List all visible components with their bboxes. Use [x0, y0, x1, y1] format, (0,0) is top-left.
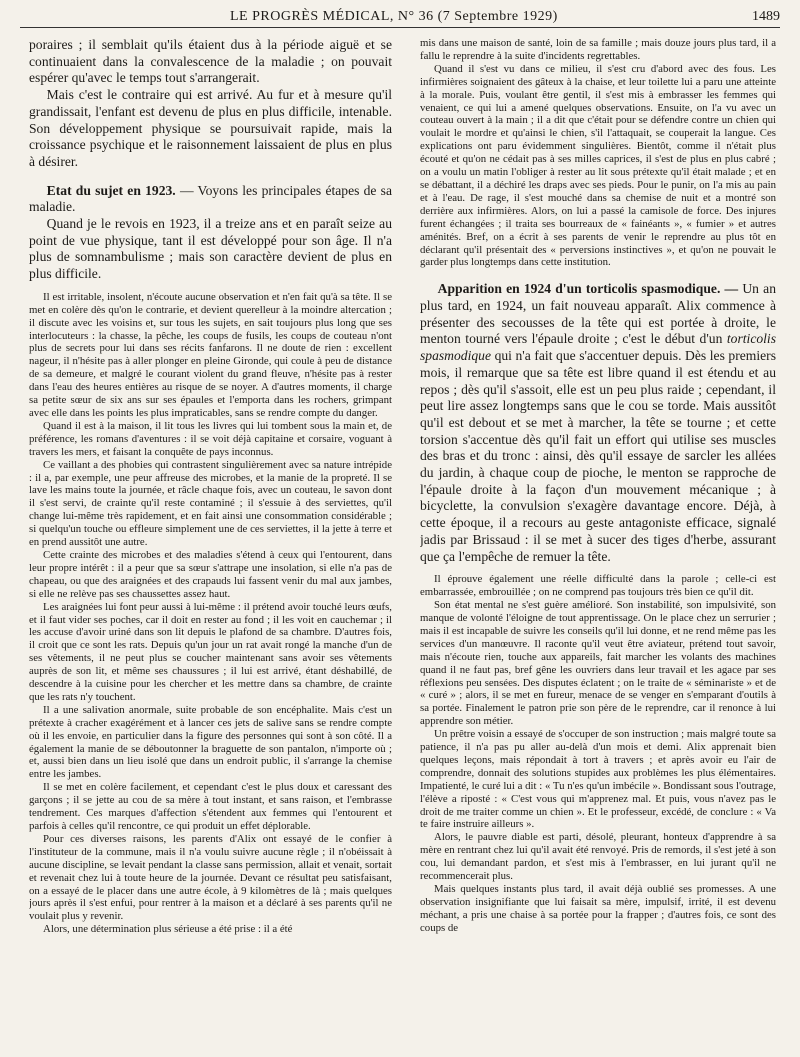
- paragraph: Ce vaillant a des phobies qui contrastent singulièrement avec sa nature intrépide : il a, par exemple, une peur affreuse des microbes, et la manie de la propreté. Il se lave les mains toute la journée, et râcle chaque fois, avec un couteau, le savon dont il s'est servi, de crainte qu'il reste contaminé ; il s'essuie à des serviettes, qu'il change lui-même très rapidement, et en fait ainsi une consommation considérable ; si quelqu'un touche ou effleure simplement une de ces serviettes, il la jette à terre et en prend aussitôt une autre.: [29, 458, 392, 549]
- paragraph: Il éprouve également une réelle difficulté dans la parole ; celle-ci est embarrassée, embrouillée ; on ne comprend pas toujours très bien ce qu'il dit.: [420, 573, 776, 599]
- paragraph: mis dans une maison de santé, loin de sa famille ; mais douze jours plus tard, il a fallu le reprendre à la suite d'incidents regrettables.: [420, 37, 776, 62]
- paragraph: Un prêtre voisin a essayé de s'occuper de son instruction ; mais malgré toute sa patience, il n'a pas pu aller au-delà d'un mois et demi. Alix apprenait bien quelques leçons, mais répondait à tort à travers ; et après avoir eu l'air de comprendre, donnait des solutions stupides aux problèmes les plus élémentaires. Impatienté, le curé lui a dit : « Tu n'es qu'un imbécile ». Bondissant sous l'outrage, l'élève a riposté : « C'est vous qui m'apprenez mal. Et puis, vous n'avez pas le droit de me traiter comme un chien ». Et le professeur, excédé, de conclure : « Va te faire instruire ailleurs ».: [420, 728, 776, 831]
- page-header: [20, 7, 780, 29]
- left-column: [29, 37, 392, 1051]
- spacer: [420, 565, 776, 573]
- paragraph-text: Un an plus tard, en 1924, un fait nouveau apparaît. Alix commence à présenter des secousses de la tête qui est portée à droite, le menton tourné vers l'épaule droite ; c'est le début d'un: [420, 281, 776, 347]
- section-heading-torticolis: [420, 281, 776, 565]
- paragraph: Il se met en colère facilement, et cependant c'est le plus doux et caressant des garçons ; il se jette au cou de sa mère à tout instant, et sans raison, et l'embrasse tendrement. Ces marques d'affection s'étendent aux femmes qui l'entourent et parfois à celles qu'il rencontre, ce qui produit un effet déplorable.: [29, 781, 392, 832]
- spacer: [420, 269, 776, 281]
- spacer: [29, 171, 392, 183]
- heading-bold: Apparition en 1924 d'un torticolis spasmodique. —: [437, 281, 739, 297]
- paragraph: Il a une salivation anormale, suite probable de son encéphalite. Mais c'est un prétexte à cracher exagérément et à lancer ces jets de salive sans se rendre compte où il les envoie, en particulier dans la figure des personnes qui sont à son côté. Il a également la manie de se déboutonner la braguette de son pantalon, n'importe où ; et, aussi bien dans un lieu isolé que dans un endroit public, il s'arrange la chemise entre les jambes.: [29, 703, 392, 781]
- section-heading-etat: [29, 183, 392, 216]
- paragraph: Quand il est à la maison, il lit tous les livres qui lui tombent sous la main et, de préférence, les romans d'aventures : il se voit déjà capitaine et corsaire, voguant à travers les mers, et faisant la conquête de pays inconnus.: [29, 419, 392, 458]
- running-title: LE PROGRÈS MÉDICAL, N° 36 (7 Septembre 1929): [230, 9, 558, 24]
- paragraph: Son état mental ne s'est guère amélioré. Son instabilité, son impulsivité, son manque de volonté l'éloigne de tout apprentissage. On le place chez un serrurier ; mais il est incapable de suivre les conseils qu'il lui donne, et ne rend même pas les services d'un manœuvre. Il raconte qu'il veut être aviateur, prétend tout savoir, mais n'écoute rien, touche aux appareils, fait marcher les volants des machines quand il ne faut pas, bref gêne les ouvriers dans leur travail et les agace par ses réflexions peu sensées. Des disputes éclatent ; on le traite de « séminariste » et de « curé » ; alors, il se met en fureur, menace de se venger en s'emparant d'outils à sa portée. Finalement le patron prie son père de le reprendre, car il renonce à lui apprendre son métier.: [420, 599, 776, 728]
- paragraph: poraires ; il semblait qu'ils étaient dus à la période aiguë et se continuaient dans la convalescence de la maladie ; on pouvait espérer qu'avec le temps tout s'arrangerait.: [29, 37, 392, 86]
- paragraph: Les araignées lui font peur aussi à lui-même : il prétend avoir touché leurs œufs, et il faut vider ses poches, car il doit en rester au fond ; il les voit en cauchemar ; il les accuse d'avoir uriné dans son lit depuis le plafond de sa chambre. D'autres fois, il croit que ce sont les rats. Depuis qu'un jour un rat avait rongé la manche d'un de ses vêtements, il ne peut plus se coucher maintenant sans avoir ses vêtements auprès de son lit, et même ses chaussures ; il lui est arrivé, étant déshabillé, de descendre à la cuisine pour les chercher et les mettre dans sa chambre, de crainte que les rats n'y touchent.: [29, 600, 392, 703]
- header-rule: [20, 27, 780, 28]
- paragraph-text: qui n'a fait que s'accentuer depuis. Dès les premiers mois, il remarque que sa tête est libre quand il est étendu et au repos ; dès qu'il s'assoit, elle est un peu plus raide ; cependant, il peut lire assez longtemps sans que le cou se torde. Mais aussitôt qu'il est debout et se met à marcher, la tête se tourne ; et cette torsion s'accentue dès qu'il fait un effort qui utilise ses muscles des bras et du tronc : ainsi, dès qu'il essaye de sarcler les allées du jardin, à chaque coup de pioche, le menton se rapproche de l'épaule droite à la façon d'un mouvement mécanique ; à bicyclette, la convulsion s'exagère davantage encore. Déjà, à cette époque, il a recours au geste antagoniste efficace, signalé jadis par Brissaud : il se met à sucer des tiges d'herbe, assurant que ça l'empêche de remuer la tête.: [420, 348, 776, 564]
- paragraph: Alors, une détermination plus sérieuse a été prise : il a été: [43, 923, 293, 936]
- paragraph: Mais quelques instants plus tard, il avait déjà oublié ses promesses. A une observation insignifiante que lui faisait sa mère, impulsif, irrité, il est devenu méchant, a pris une chaise à sa portée pour la frapper ; d'autres fois, ce sont des coups de: [420, 883, 776, 934]
- paragraph: Quand je le revois en 1923, il a treize ans et en paraît seize au point de vue physique, tant il est développé pour son âge. Il n'a plus de somnambulisme ; mais son caractère devient de plus en plus difficile.: [29, 216, 392, 282]
- paragraph: Alors, le pauvre diable est parti, désolé, pleurant, honteux d'apprendre à sa mère en rentrant chez lui qu'il avait été renvoyé. Pris de remords, il s'est jeté à son cou, lui demandant pardon, et s'est mis à l'embrasser, en lui jurant qu'il ne recommencerait plus.: [420, 831, 776, 883]
- paragraph: Cette crainte des microbes et des maladies s'étend à ceux qui l'entourent, dans leur propre intérêt : il a peur que sa sœur s'attrape une insolation, si elle n'a pas de chapeau, ou que des araignées et des crapauds lui fassent venir du mal aux jambes, si elle ne relève pas ses chaussettes assez haut.: [29, 548, 392, 600]
- heading-bold: Etat du sujet en 1923.: [46, 182, 176, 198]
- right-column: [420, 37, 776, 1051]
- heading-rest: — Voyons les principales étapes de sa maladie.: [29, 182, 392, 215]
- paragraph: Mais c'est le contraire qui est arrivé. Au fur et à mesure qu'il grandissait, l'enfant est devenu de plus en plus difficile, intenable. Son développement physique se poursuivait rapide, mais la croissance psychique et le raisonnement laissaient de plus en plus à désirer.: [29, 87, 392, 169]
- paragraph: Il est irritable, insolent, n'écoute aucune observation et n'en fait qu'à sa tête. Il se met en colère dès qu'on le contrarie, et devient querelleur à la moindre altercation ; il discute avec les voisins et, sur tous les sujets, en sait toujours plus long que ses interlocuteurs : la chasse, la pêche, les coups de fusils, les coups de couteau n'ont plus de secrets pour lui dans ses récits fanfarons. Il ne doute de rien : excellent nageur, il n'hésite pas à aller plonger en pleine Gironde, qui coule à peu de distance de sa demeure, et malgré le courant violent du grand fleuve, n'hésite pas à rester dans l'eau des heures entières au risque de se noyer. A d'autres moments, il charge sa petite sœur de six ans sur ses épaules et l'emporta dans les rochers, grimpant avec elle dans les points les plus impraticables, sans se rendre compte du danger.: [29, 290, 392, 419]
- italic-term: torticolis spasmodique: [420, 331, 776, 364]
- paragraph: Pour ces diverses raisons, les parents d'Alix ont essayé de le confier à l'instituteur de la commune, mais il n'a voulu suivre aucune règle ; il n'obéissait à aucune discipline, se levait pendant la classe sans permission, allait et venait, sortait et revenait chez lui à toute heure de la journée. Devant ce résultat peu satisfaisant, on a essayé de le placer dans une autre école, à 9 kilomètres de là ; mais quelques jours après il s'est enfui, pour rentrer à la maison et a déclaré à ses parents qu'il ne voulait plus y revenir.: [29, 832, 392, 923]
- paragraph: Quand il s'est vu dans ce milieu, il s'est cru d'abord avec des fous. Les infirmières soignaient des gâteux à la chaise, et leur toilette lui a paru une atteinte à la morale. Puis, voulant être gentil, il s'est mis à embrasser les femmes qui venaient, ce qui lui a amené quelques observations. Ensuite, on l'a vu avec un couteau ouvert à la main ; il a dit que c'était pour se défendre contre un chien qui voulait le mordre et qu'ainsi le chien, s'il l'attaquait, se couperait la langue. Ces explications ont paru évidemment singulières. Bientôt, comme il n'était plus écouté et qu'on ne cédait pas à ses milles caprices, il s'est de plus en plus cabré ; on a voulu un matin l'obliger à rester au lit sous prétexte qu'il était malade ; et en se débattant, il a déchiré les draps avec ses pieds. Pour le punir, on l'a mis au pain et à l'eau. De rage, il s'est mouché dans sa chemise de nuit et a montré son derrière aux infirmières. Alors, on lui a passé la camisole de force. Des injures furent échangées ; il traita ses bourreaux de « fainéants », « fumier » et autres aménités. Bref, on a écrit à ses parents de venir le reprendre au plus tôt en déclarant qu'il présentait des « perversions instinctives », et qu'on ne pouvait le garder plus longtemps dans cette institution.: [420, 62, 776, 269]
- spacer: [29, 283, 392, 291]
- page-number: 1489: [752, 9, 780, 24]
